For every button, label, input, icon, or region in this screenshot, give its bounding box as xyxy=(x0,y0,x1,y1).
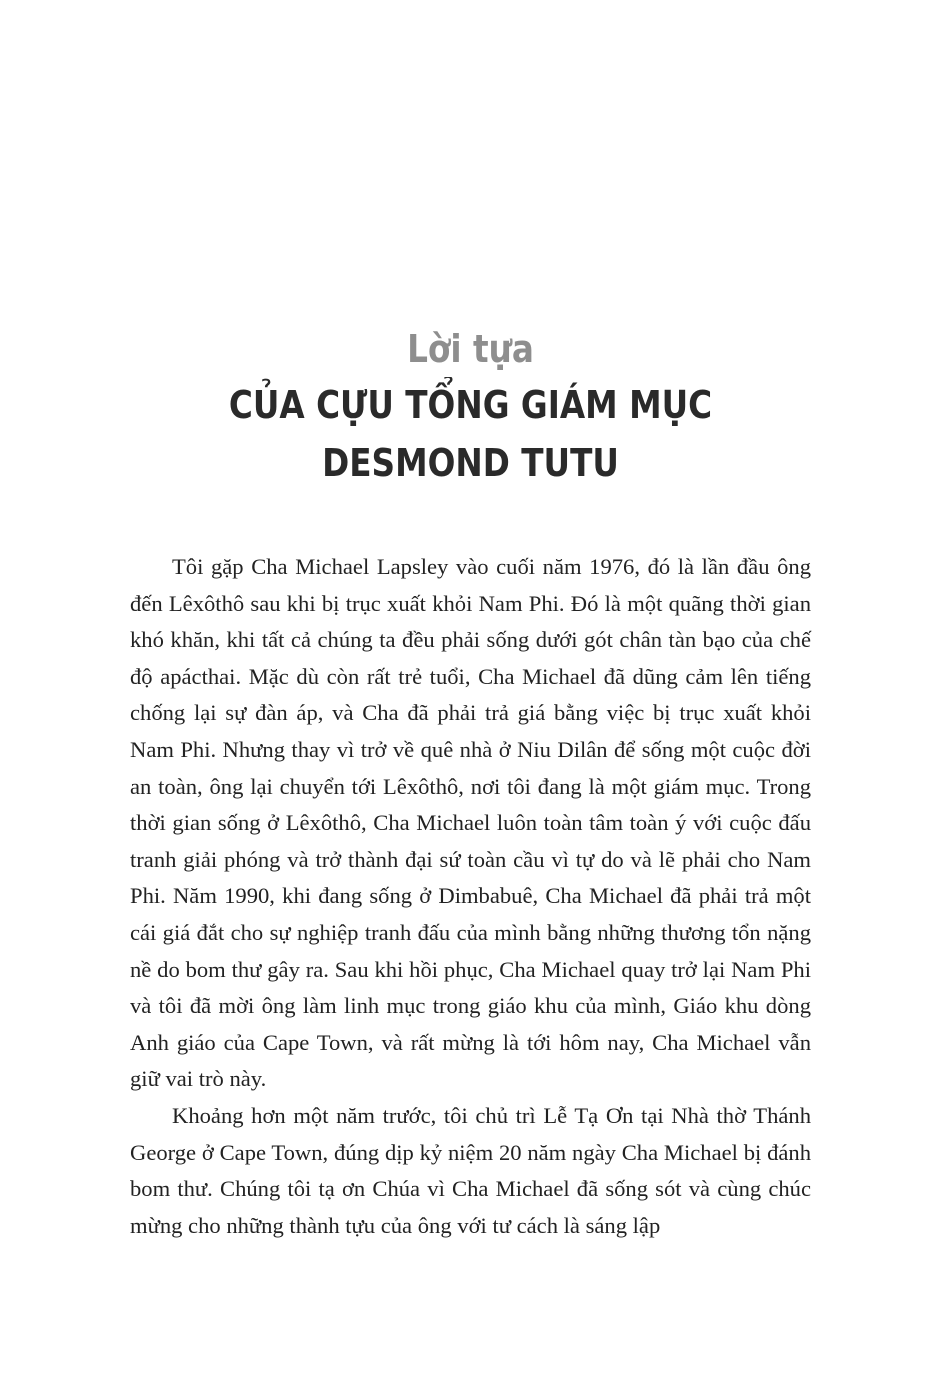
heading-title-line-1: CỦA CỰU TỔNG GIÁM MỤC xyxy=(228,383,713,427)
paragraph: Tôi gặp Cha Michael Lapsley vào cuối năm 1976, đó là lần đầu ông đến Lêxôthô sau khi bị trục xuất khỏi Nam Phi. Đó là một quãng thời gian khó khăn, khi tất cả chúng ta đều phải sống dưới gót chân tàn bạo của chế độ apácthai. Mặc dù còn rất trẻ tuổi, Cha Michael đã dũng cảm lên tiếng chống lại sự đàn áp, và Cha đã phải trả giá bằng việc bị trục xuất khỏi Nam Phi. Nhưng thay vì trở về quê nhà ở Niu Dilân để sống một cuộc đời an toàn, ông lại chuyển tới Lêxôthô, nơi tôi đang là một giám mục. Trong thời gian sống ở Lêxôthô, Cha Michael luôn toàn tâm toàn ý với cuộc đấu tranh giải phóng và trở thành đại sứ toàn cầu vì tự do và lẽ phải cho Nam Phi. Năm 1990, khi đang sống ở Dimbabuê, Cha Michael đã phải trả một cái giá đắt cho sự nghiệp tranh đấu của mình bằng những thương tổn nặng nề do bom thư gây ra. Sau khi hồi phục, Cha Michael quay trở lại Nam Phi và tôi đã mời ông làm linh mục trong giáo khu của mình, Giáo khu dòng Anh giáo của Cape Town, và rất mừng là tới hôm nay, Cha Michael vẫn giữ vai trò này. xyxy=(130,554,811,1092)
paragraph: Khoảng hơn một năm trước, tôi chủ trì Lễ Tạ Ơn tại Nhà thờ Thánh George ở Cape Town, đúng dịp kỷ niệm 20 năm ngày Cha Michael bị đánh bom thư. Chúng tôi tạ ơn Chúa vì Cha Michael đã sống sót và cùng chúc mừng cho những thành tựu của ông với tư cách là sáng lập xyxy=(130,1102,811,1238)
heading-title-line-2: DESMOND TUTU xyxy=(322,441,619,485)
chapter-heading xyxy=(0,322,941,492)
body-text xyxy=(130,549,811,1244)
heading-eyebrow: Lời tựa xyxy=(407,327,534,371)
